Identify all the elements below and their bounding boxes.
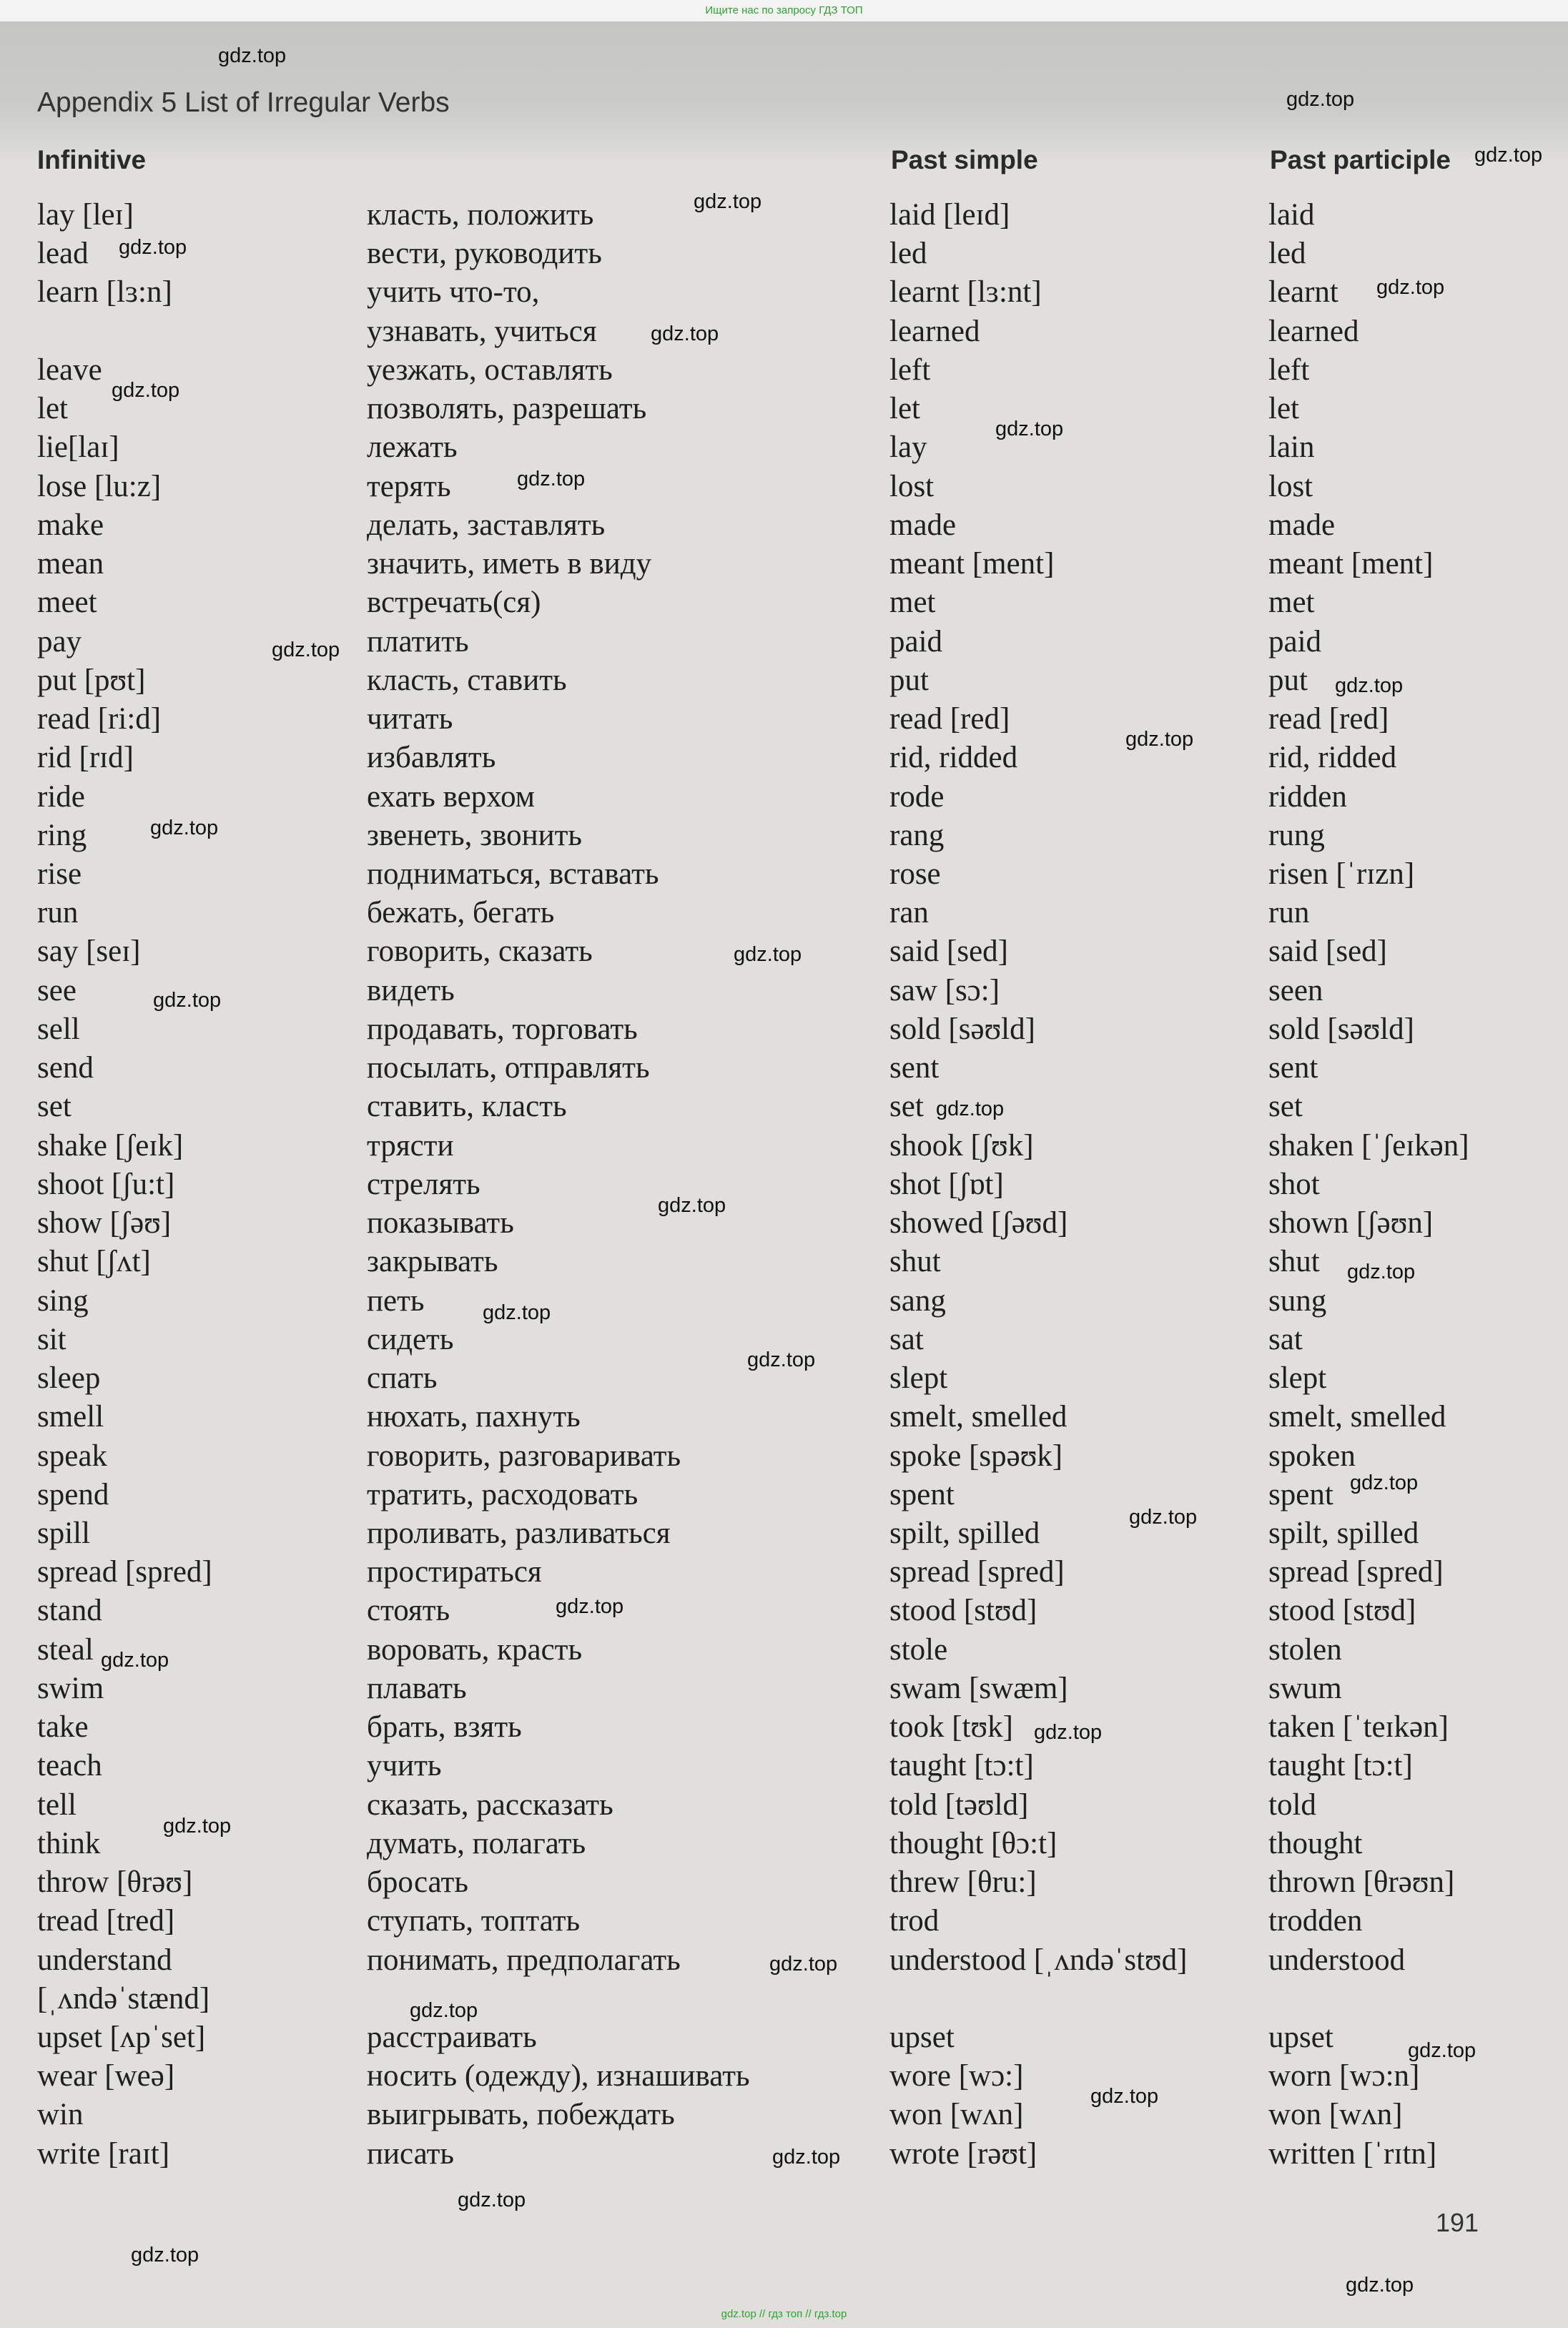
translation-cell: ступать, топтать	[367, 1904, 581, 1938]
verb-row	[0, 1010, 1568, 1049]
watermark-text: gdz.top	[936, 1098, 1005, 1120]
verb-row	[0, 583, 1568, 622]
infinitive-cell: swim	[37, 1671, 104, 1705]
infinitive-cell: rise	[37, 857, 82, 891]
past-participle-cell: seen	[1268, 973, 1323, 1007]
infinitive-cell: learn [lɜ:n]	[37, 275, 172, 310]
translation-cell: класть, положить	[367, 198, 594, 232]
past-participle-cell: written [ˈrɪtn]	[1268, 2136, 1437, 2171]
watermark-text: gdz.top	[658, 1194, 726, 1217]
past-participle-cell: learnt	[1268, 275, 1338, 310]
watermark-text: gdz.top	[1286, 88, 1355, 111]
translation-cell: трясти	[367, 1128, 454, 1163]
verb-row	[0, 1592, 1568, 1630]
watermark-text: gdz.top	[769, 1953, 838, 1976]
infinitive-cell: shut [ʃʌt]	[37, 1245, 151, 1279]
past-participle-cell: upset	[1268, 2021, 1333, 2055]
column-header-past-participle: Past participle	[1270, 145, 1451, 174]
past-simple-cell: sent	[889, 1051, 940, 1085]
past-simple-cell: spilt, spilled	[889, 1516, 1040, 1550]
translation-cell: петь	[367, 1283, 425, 1318]
past-simple-cell: spent	[889, 1477, 955, 1511]
past-simple-cell: spoke [spəʊk]	[889, 1439, 1063, 1473]
past-simple-cell: understood [ˌʌndəˈstʊd]	[889, 1943, 1188, 1977]
translation-cell: закрывать	[367, 1245, 498, 1279]
past-simple-cell: learned	[889, 314, 980, 348]
translation-cell: воровать, красть	[367, 1632, 583, 1667]
past-simple-cell: led	[889, 237, 927, 271]
verb-row	[0, 739, 1568, 777]
past-participle-cell: won [wʌn]	[1268, 2098, 1403, 2132]
past-simple-cell: slept	[889, 1361, 948, 1396]
translation-cell: вести, руководить	[367, 237, 602, 271]
watermark-text: gdz.top	[772, 2146, 841, 2169]
translation-cell: носить (одежду), изнашивать	[367, 2059, 750, 2093]
watermark-text: gdz.top	[410, 1999, 478, 2022]
verb-row	[0, 1243, 1568, 1281]
translation-cell: сказать, рассказать	[367, 1787, 613, 1822]
infinitive-cell: send	[37, 1051, 94, 1085]
translation-cell: ставить, класть	[367, 1090, 567, 1124]
watermark-text: gdz.top	[517, 468, 586, 490]
infinitive-cell: lead	[37, 237, 89, 271]
verb-row	[0, 1204, 1568, 1243]
infinitive-cell: lay [leɪ]	[37, 198, 134, 232]
past-participle-cell: rid, ridded	[1268, 741, 1397, 775]
infinitive-cell: ride	[37, 779, 85, 814]
infinitive-cell: see	[37, 973, 77, 1007]
past-participle-cell: ridden	[1268, 779, 1347, 814]
past-simple-cell: wrote [rəʊt]	[889, 2136, 1037, 2171]
infinitive-cell: spread [spred]	[37, 1555, 212, 1589]
watermark-text: gdz.top	[150, 817, 219, 839]
column-header-past-simple: Past simple	[891, 145, 1038, 174]
verb-row	[0, 1669, 1568, 1708]
verb-row	[0, 351, 1568, 390]
page-number: 191	[1436, 2208, 1479, 2237]
translation-cell: нюхать, пахнуть	[367, 1400, 581, 1434]
translation-cell: видеть	[367, 973, 455, 1007]
verb-row	[0, 1049, 1568, 1087]
top-banner: Ищите нас по запросу ГДЗ ТОП	[705, 4, 863, 16]
page-title: Appendix 5 List of Irregular Verbs	[37, 87, 450, 118]
past-participle-cell: sent	[1268, 1051, 1318, 1085]
past-participle-cell: smelt, smelled	[1268, 1400, 1446, 1434]
past-simple-cell: rang	[889, 818, 945, 852]
past-participle-cell: shut	[1268, 1245, 1320, 1279]
past-participle-cell: made	[1268, 508, 1336, 542]
infinitive-cell: lose [lu:z]	[37, 469, 162, 503]
translation-cell: терять	[367, 469, 451, 503]
infinitive-cell: rid [rɪd]	[37, 741, 134, 775]
past-simple-cell: rid, ridded	[889, 741, 1018, 775]
verb-row	[0, 1980, 1568, 2018]
past-simple-cell: stood [stʊd]	[889, 1594, 1037, 1628]
infinitive-cell: [ˌʌndəˈstænd]	[37, 1981, 210, 2016]
past-simple-cell: laid [leɪd]	[889, 198, 1010, 232]
infinitive-cell: set	[37, 1090, 72, 1124]
translation-cell: ехать верхом	[367, 779, 535, 814]
past-simple-cell: rode	[889, 779, 945, 814]
translation-cell: звенеть, звонить	[367, 818, 583, 852]
translation-cell: стрелять	[367, 1167, 480, 1201]
watermark-text: gdz.top	[1335, 674, 1404, 697]
past-simple-cell: put	[889, 663, 929, 697]
verb-table	[0, 196, 1568, 2174]
watermark-text: gdz.top	[272, 638, 340, 661]
past-participle-cell: spread [spred]	[1268, 1555, 1444, 1589]
past-simple-cell: lay	[889, 430, 927, 465]
translation-cell: подниматься, вставать	[367, 857, 659, 891]
past-participle-cell: taken [ˈteɪkən]	[1268, 1710, 1449, 1745]
past-participle-cell: spoken	[1268, 1439, 1356, 1473]
verb-row	[0, 1087, 1568, 1126]
verb-row	[0, 235, 1568, 273]
verb-row	[0, 468, 1568, 506]
verb-row	[0, 1476, 1568, 1514]
verb-row	[0, 312, 1568, 351]
infinitive-cell: sing	[37, 1283, 89, 1318]
past-participle-cell: stood [stʊd]	[1268, 1594, 1416, 1628]
past-simple-cell: trod	[889, 1904, 940, 1938]
past-participle-cell: read [red]	[1268, 702, 1389, 736]
translation-cell: читать	[367, 702, 453, 736]
verb-row	[0, 273, 1568, 312]
translation-cell: спать	[367, 1361, 438, 1396]
verb-row	[0, 1902, 1568, 1940]
verb-row	[0, 1747, 1568, 1785]
verb-row	[0, 894, 1568, 932]
translation-cell: расстраивать	[367, 2021, 537, 2055]
translation-cell: значить, иметь в виду	[367, 547, 652, 581]
watermark-text: gdz.top	[1125, 728, 1194, 751]
infinitive-cell: shoot [ʃu:t]	[37, 1167, 175, 1201]
past-participle-cell: worn [wɔ:n]	[1268, 2059, 1420, 2093]
infinitive-cell: win	[37, 2098, 84, 2132]
watermark-text: gdz.top	[1347, 1261, 1416, 1283]
infinitive-cell: wear [weə]	[37, 2059, 175, 2093]
past-participle-cell: sold [səʊld]	[1268, 1012, 1414, 1046]
past-simple-cell: swam [swæm]	[889, 1671, 1068, 1705]
past-participle-cell: lost	[1268, 469, 1313, 503]
verb-row	[0, 1553, 1568, 1592]
past-participle-cell: laid	[1268, 198, 1315, 232]
past-simple-cell: stole	[889, 1632, 948, 1667]
watermark-text: gdz.top	[1034, 1721, 1103, 1744]
watermark-text: gdz.top	[1376, 276, 1445, 299]
past-simple-cell: paid	[889, 624, 943, 659]
verb-row	[0, 623, 1568, 661]
translation-cell: тратить, расходовать	[367, 1477, 638, 1511]
verb-row	[0, 428, 1568, 467]
verb-row	[0, 1127, 1568, 1165]
past-participle-cell: thought	[1268, 1826, 1363, 1860]
translation-cell: проливать, разливаться	[367, 1516, 671, 1550]
verb-row	[0, 545, 1568, 583]
past-simple-cell: won [wʌn]	[889, 2098, 1024, 2132]
infinitive-cell: say [seɪ]	[37, 934, 141, 969]
translation-cell: избавлять	[367, 741, 496, 775]
past-simple-cell: threw [θru:]	[889, 1865, 1037, 1900]
past-simple-cell: meant [ment]	[889, 547, 1055, 581]
past-participle-cell: spilt, spilled	[1268, 1516, 1419, 1550]
verb-row	[0, 1708, 1568, 1747]
infinitive-cell: speak	[37, 1439, 107, 1473]
translation-cell: делать, заставлять	[367, 508, 606, 542]
verb-row	[0, 1631, 1568, 1669]
infinitive-cell: smell	[37, 1400, 104, 1434]
past-participle-cell: left	[1268, 352, 1310, 387]
past-simple-cell: read [red]	[889, 702, 1010, 736]
watermark-text: gdz.top	[458, 2189, 526, 2211]
watermark-text: gdz.top	[1090, 2085, 1159, 2108]
watermark-text: gdz.top	[101, 1649, 169, 1672]
past-participle-cell: thrown [θrəʊn]	[1268, 1865, 1455, 1900]
infinitive-cell: sell	[37, 1012, 80, 1046]
past-participle-cell: swum	[1268, 1671, 1342, 1705]
translation-cell: брать, взять	[367, 1710, 522, 1745]
past-participle-cell: met	[1268, 586, 1315, 620]
past-participle-cell: lain	[1268, 430, 1315, 465]
past-simple-cell: told [təʊld]	[889, 1787, 1029, 1822]
past-simple-cell: said [sed]	[889, 934, 1008, 969]
past-simple-cell: ran	[889, 896, 929, 930]
past-simple-cell: shut	[889, 1245, 941, 1279]
translation-cell: стоять	[367, 1594, 450, 1628]
translation-cell: бросать	[367, 1865, 468, 1900]
past-simple-cell: spread [spred]	[889, 1555, 1065, 1589]
infinitive-cell: leave	[37, 352, 102, 387]
verb-row	[0, 855, 1568, 894]
verb-row	[0, 661, 1568, 700]
translation-cell: платить	[367, 624, 469, 659]
past-participle-cell: rung	[1268, 818, 1325, 852]
infinitive-cell: understand	[37, 1943, 172, 1977]
infinitive-cell: let	[37, 392, 68, 426]
verb-row	[0, 1863, 1568, 1902]
past-simple-cell: took [tʊk]	[889, 1710, 1013, 1745]
verb-row	[0, 972, 1568, 1010]
past-participle-cell: told	[1268, 1787, 1316, 1822]
watermark-text: gdz.top	[153, 989, 222, 1012]
infinitive-cell: show [ʃəʊ]	[37, 1206, 172, 1241]
past-participle-cell: taught [tɔ:t]	[1268, 1749, 1413, 1783]
infinitive-cell: sit	[37, 1322, 66, 1356]
past-simple-cell: met	[889, 586, 936, 620]
infinitive-cell: pay	[37, 624, 82, 659]
translation-cell: встречать(ся)	[367, 586, 541, 620]
infinitive-cell: sleep	[37, 1361, 101, 1396]
translation-cell: узнавать, учиться	[367, 314, 597, 348]
verb-row	[0, 2057, 1568, 2096]
past-participle-cell: sung	[1268, 1283, 1327, 1318]
watermark-text: gdz.top	[218, 44, 287, 67]
watermark-text: gdz.top	[163, 1815, 232, 1838]
translation-cell: продавать, торговать	[367, 1012, 638, 1046]
verb-row	[0, 1398, 1568, 1436]
infinitive-cell: shake [ʃeɪk]	[37, 1128, 184, 1163]
past-simple-cell: smelt, smelled	[889, 1400, 1067, 1434]
past-simple-cell: thought [θɔ:t]	[889, 1826, 1057, 1860]
watermark-text: gdz.top	[651, 322, 719, 345]
translation-cell: простираться	[367, 1555, 542, 1589]
watermark-text: gdz.top	[112, 379, 180, 402]
past-simple-cell: shook [ʃʊk]	[889, 1128, 1034, 1163]
translation-cell: показывать	[367, 1206, 514, 1241]
translation-cell: уезжать, оставлять	[367, 352, 613, 387]
past-participle-cell: paid	[1268, 624, 1322, 659]
translation-cell: говорить, сказать	[367, 934, 593, 969]
translation-cell: учить что-то,	[367, 275, 540, 310]
translation-cell: выигрывать, побеждать	[367, 2098, 675, 2132]
watermark-text: gdz.top	[119, 236, 187, 259]
past-simple-cell: sold [səʊld]	[889, 1012, 1035, 1046]
past-participle-cell: shown [ʃəʊn]	[1268, 1206, 1434, 1241]
infinitive-cell: run	[37, 896, 79, 930]
past-simple-cell: left	[889, 352, 931, 387]
past-participle-cell: risen [ˈrɪzn]	[1268, 857, 1415, 891]
translation-cell: говорить, разговаривать	[367, 1439, 681, 1473]
past-simple-cell: made	[889, 508, 957, 542]
column-header-infinitive: Infinitive	[37, 145, 147, 174]
infinitive-cell: write [raɪt]	[37, 2136, 170, 2171]
verb-row	[0, 1786, 1568, 1825]
translation-cell: понимать, предполагать	[367, 1943, 681, 1977]
infinitive-cell: stand	[37, 1594, 102, 1628]
verb-row	[0, 1282, 1568, 1321]
infinitive-cell: read [ri:d]	[37, 702, 162, 736]
watermark-text: gdz.top	[694, 190, 762, 213]
translation-cell: плавать	[367, 1671, 467, 1705]
past-simple-cell: shot [ʃɒt]	[889, 1167, 1004, 1201]
watermark-text: gdz.top	[1129, 1506, 1198, 1529]
past-simple-cell: sang	[889, 1283, 946, 1318]
translation-cell: посылать, отправлять	[367, 1051, 650, 1085]
past-participle-cell: spent	[1268, 1477, 1333, 1511]
past-participle-cell: meant [ment]	[1268, 547, 1434, 581]
past-participle-cell: said [sed]	[1268, 934, 1387, 969]
infinitive-cell: tell	[37, 1787, 77, 1822]
footer-banner: gdz.top // гдз топ // гдз.top	[721, 2308, 847, 2320]
translation-cell: писать	[367, 2136, 455, 2171]
infinitive-cell: put [pʊt]	[37, 663, 146, 697]
watermark-text: gdz.top	[995, 418, 1064, 440]
verb-row	[0, 2096, 1568, 2134]
past-participle-cell: led	[1268, 237, 1306, 271]
translation-cell: учить	[367, 1749, 442, 1783]
past-participle-cell: shot	[1268, 1167, 1320, 1201]
past-participle-cell: stolen	[1268, 1632, 1342, 1667]
watermark-text: gdz.top	[483, 1301, 551, 1324]
past-participle-cell: set	[1268, 1090, 1303, 1124]
infinitive-cell: throw [θrəʊ]	[37, 1865, 193, 1900]
past-simple-cell: learnt [lɜ:nt]	[889, 275, 1042, 310]
verb-row	[0, 1825, 1568, 1863]
watermark-text: gdz.top	[734, 943, 802, 966]
watermark-text: gdz.top	[1408, 2039, 1476, 2062]
past-simple-cell: let	[889, 392, 920, 426]
translation-cell: бежать, бегать	[367, 896, 555, 930]
infinitive-cell: mean	[37, 547, 104, 581]
translation-cell: лежать	[367, 430, 458, 465]
infinitive-cell: tread [tred]	[37, 1904, 175, 1938]
infinitive-cell: teach	[37, 1749, 102, 1783]
past-simple-cell: set	[889, 1090, 924, 1124]
watermark-text: gdz.top	[1346, 2274, 1414, 2297]
translation-cell: сидеть	[367, 1322, 454, 1356]
past-participle-cell: shaken [ˈʃeɪkən]	[1268, 1128, 1469, 1163]
watermark-text: gdz.top	[1350, 1471, 1419, 1494]
infinitive-cell: think	[37, 1826, 101, 1860]
translation-cell: класть, ставить	[367, 663, 567, 697]
verb-row	[0, 778, 1568, 817]
infinitive-cell: lie[laɪ]	[37, 430, 119, 465]
infinitive-cell: ring	[37, 818, 87, 852]
verb-row	[0, 196, 1568, 235]
watermark-text: gdz.top	[747, 1348, 816, 1371]
past-participle-cell: slept	[1268, 1361, 1327, 1396]
past-participle-cell: run	[1268, 896, 1310, 930]
translation-cell: думать, полагать	[367, 1826, 586, 1860]
verb-row	[0, 700, 1568, 739]
verb-row	[0, 390, 1568, 428]
past-simple-cell: taught [tɔ:t]	[889, 1749, 1034, 1783]
infinitive-cell: make	[37, 508, 104, 542]
verb-row	[0, 1165, 1568, 1204]
past-simple-cell: sat	[889, 1322, 924, 1356]
infinitive-cell: meet	[37, 586, 97, 620]
infinitive-cell: steal	[37, 1632, 94, 1667]
watermark-text: gdz.top	[1474, 144, 1543, 167]
past-participle-cell: trodden	[1268, 1904, 1363, 1938]
watermark-text: gdz.top	[131, 2244, 199, 2267]
verb-row	[0, 817, 1568, 855]
past-simple-cell: lost	[889, 469, 935, 503]
infinitive-cell: take	[37, 1710, 89, 1745]
translation-cell: позволять, разрешать	[367, 392, 647, 426]
verb-row	[0, 2018, 1568, 2057]
watermark-text: gdz.top	[556, 1595, 624, 1618]
past-participle-cell: put	[1268, 663, 1308, 697]
verb-row	[0, 1437, 1568, 1476]
verb-row	[0, 506, 1568, 545]
past-simple-cell: upset	[889, 2021, 955, 2055]
verb-row	[0, 1514, 1568, 1553]
past-simple-cell: wore [wɔ:]	[889, 2059, 1024, 2093]
past-participle-cell: let	[1268, 392, 1299, 426]
infinitive-cell: spend	[37, 1477, 109, 1511]
past-simple-cell: rose	[889, 857, 941, 891]
past-participle-cell: learned	[1268, 314, 1359, 348]
past-simple-cell: showed [ʃəʊd]	[889, 1206, 1068, 1241]
past-participle-cell: understood	[1268, 1943, 1406, 1977]
past-participle-cell: sat	[1268, 1322, 1303, 1356]
infinitive-cell: spill	[37, 1516, 91, 1550]
infinitive-cell: upset [ʌpˈset]	[37, 2021, 206, 2055]
past-simple-cell: saw [sɔ:]	[889, 973, 1000, 1007]
